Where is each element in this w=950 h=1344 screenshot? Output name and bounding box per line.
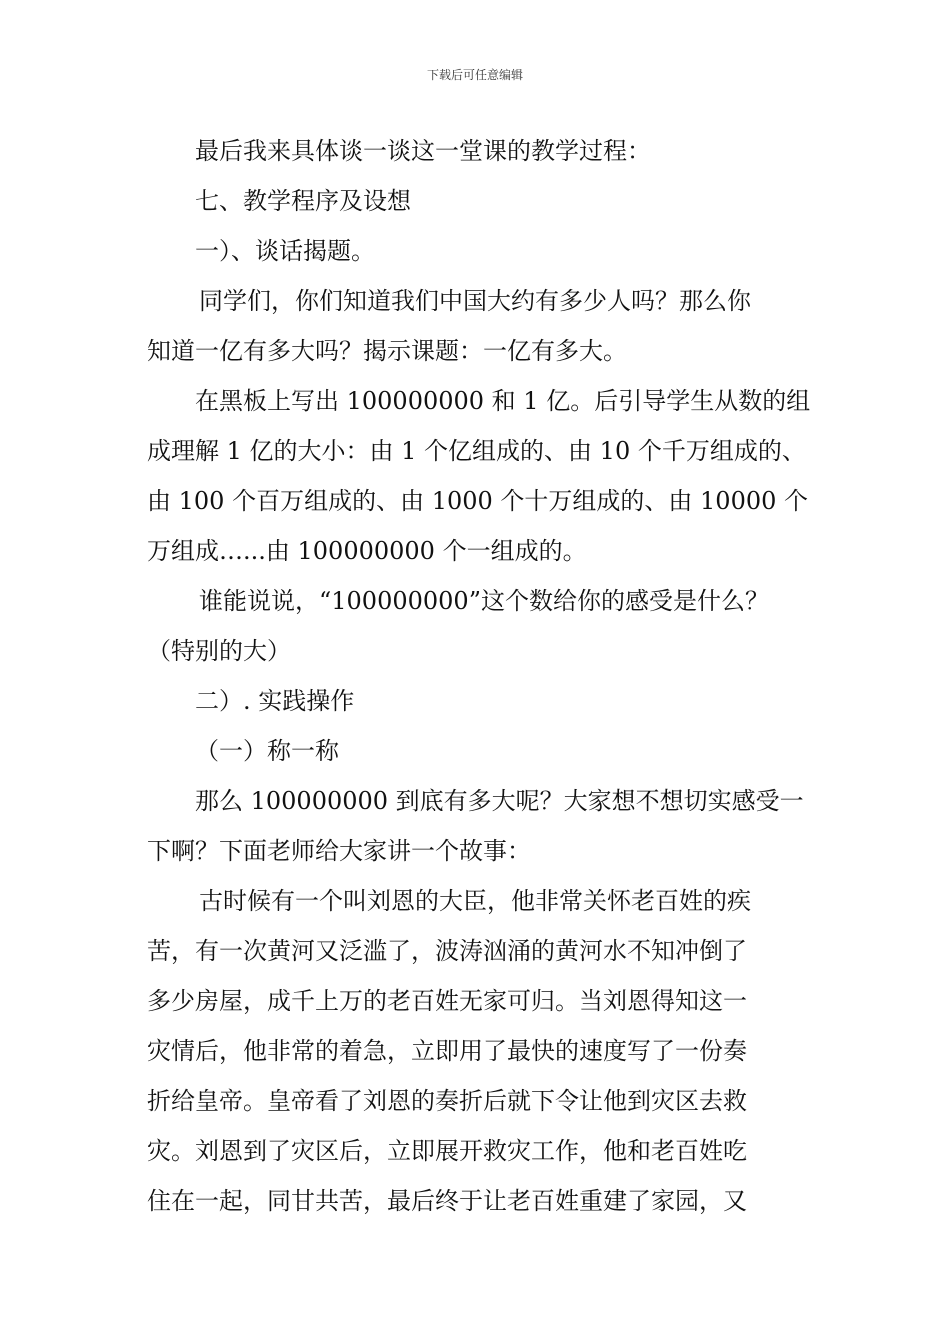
paragraph-line: 在黑板上写出 100000000 和 1 亿。后引导学生从数的组	[195, 387, 811, 415]
subsection-heading: 二）. 实践操作	[195, 687, 355, 715]
paragraph-line: 折给皇帝。皇帝看了刘恩的奏折后就下令让他到灾区去救	[147, 1087, 747, 1115]
section-heading: 七、教学程序及设想	[195, 187, 411, 215]
paragraph-line: 古时候有一个叫刘恩的大臣，他非常关怀老百姓的疾	[199, 887, 751, 915]
paragraph-line: 万组成…...由 100000000 个一组成的。	[147, 537, 587, 565]
paragraph-line: 下啊？下面老师给大家讲一个故事：	[147, 837, 531, 865]
paragraph-line: 灾情后，他非常的着急，立即用了最快的速度写了一份奏	[147, 1037, 747, 1065]
paragraph-line: 成理解 1 亿的大小：由 1 个亿组成的、由 10 个千万组成的、	[147, 437, 806, 465]
paragraph-line: 谁能说说，“100000000”这个数给你的感受是什么？	[199, 587, 769, 615]
paragraph-line: 由 100 个百万组成的、由 1000 个十万组成的、由 10000 个	[147, 487, 809, 515]
paragraph-line: 知道一亿有多大吗？揭示课题：一亿有多大。	[147, 337, 627, 365]
paragraph-line: 同学们，你们知道我们中国大约有多少人吗？那么你	[199, 287, 751, 315]
paragraph-line: 那么 100000000 到底有多大呢？大家想不想切实感受一	[195, 787, 804, 815]
page-header: 下载后可任意编辑	[426, 68, 523, 82]
paragraph-line: 最后我来具体谈一谈这一堂课的教学过程：	[195, 137, 651, 165]
paragraph-line: 苦，有一次黄河又泛滥了，波涛汹涌的黄河水不知冲倒了	[147, 937, 747, 965]
paragraph-line: 灾。刘恩到了灾区后，立即展开救灾工作，他和老百姓吃	[147, 1137, 747, 1165]
subsection-heading: （一）称一称	[195, 737, 339, 765]
paragraph-line: （特别的大）	[147, 637, 291, 665]
paragraph-line: 住在一起，同甘共苦，最后终于让老百姓重建了家园，又	[147, 1187, 747, 1215]
subsection-heading: 一）、谈话揭题。	[195, 237, 375, 265]
document-body	[147, 126, 811, 1226]
paragraph-line: 多少房屋，成千上万的老百姓无家可归。当刘恩得知这一	[147, 987, 747, 1015]
